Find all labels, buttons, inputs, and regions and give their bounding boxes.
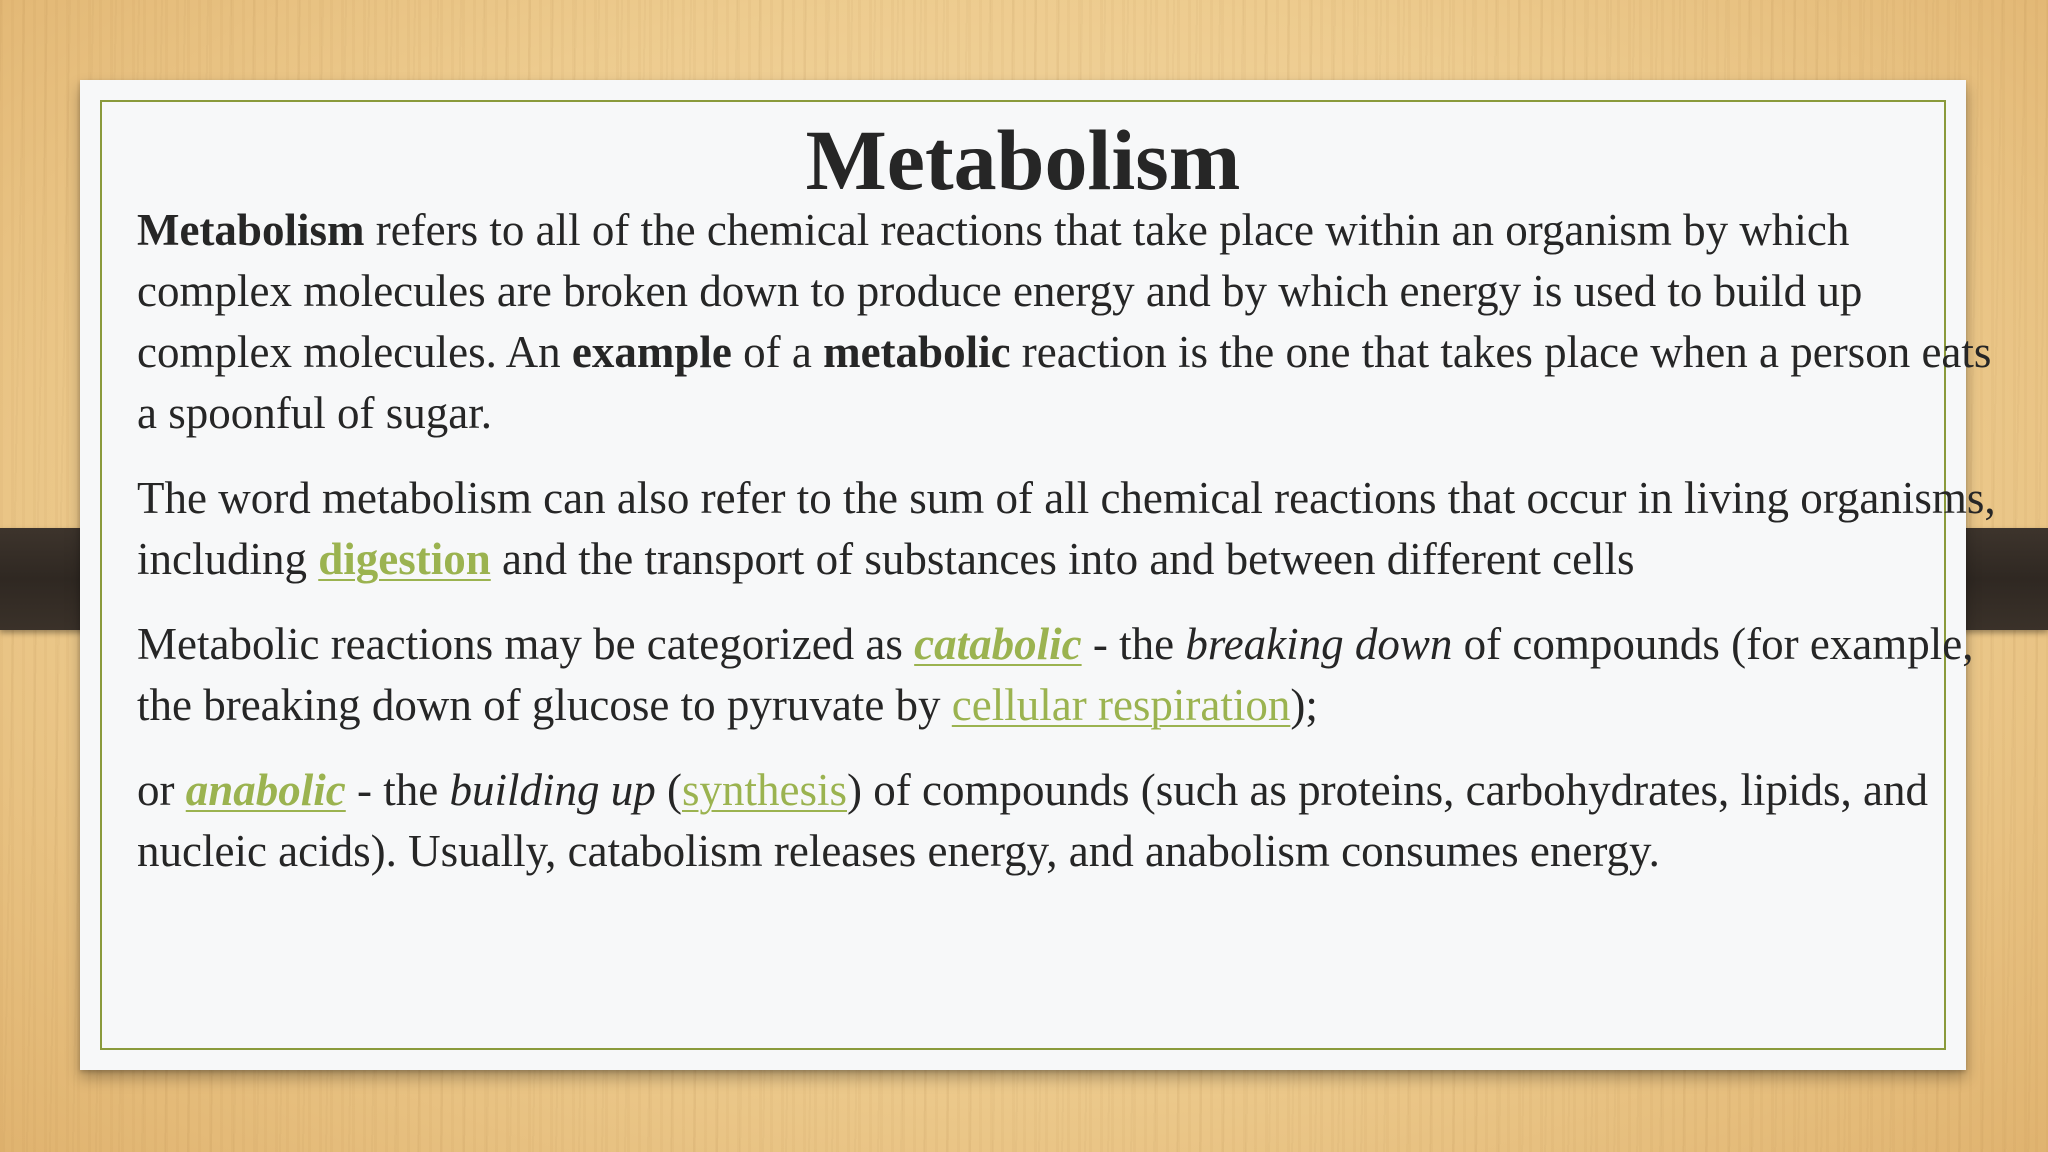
link-synthesis[interactable]: synthesis	[682, 765, 848, 815]
paragraph-text: and the transport of substances into and between different cells	[490, 534, 1635, 584]
paragraph-sum	[137, 468, 2007, 590]
paragraph-text: - the	[345, 765, 450, 815]
paragraph-text: Metabolic reactions may be categorized as	[137, 619, 915, 669]
paragraph-text: The word metabolism can also refer to the sum of all chemical reactions that occur in living organisms, including	[137, 473, 1996, 584]
paragraph-text: );	[1290, 680, 1318, 730]
slide-body	[137, 200, 2007, 906]
paragraph-text: or	[137, 765, 186, 815]
term-metabolic: metabolic	[823, 327, 1011, 377]
paragraph-text: of compounds (for example, the breaking down of glucose to pyruvate by	[137, 619, 1974, 730]
paragraph-text: - the	[1081, 619, 1186, 669]
paragraph-text: refers to all of the chemical reactions that take place within an organism by which complex molecules are broken down to produce energy and by which energy is used to build up complex molecules. An	[137, 205, 1863, 377]
slide-card	[80, 80, 1996, 1070]
paragraph-anabolic	[137, 760, 2007, 882]
slide-title: Metabolism	[805, 112, 1241, 208]
link-catabolic[interactable]: catabolic	[914, 619, 1082, 669]
term-example: example	[571, 327, 732, 377]
phrase-breaking-down: breaking down	[1185, 619, 1453, 669]
paragraph-definition	[137, 200, 2007, 444]
paragraph-text: of a	[731, 327, 824, 377]
paragraph-catabolic	[137, 614, 2007, 736]
paragraph-text: (	[655, 765, 682, 815]
link-anabolic[interactable]: anabolic	[185, 765, 346, 815]
term-metabolism: Metabolism	[137, 205, 365, 255]
link-cellular-respiration[interactable]: cellular respiration	[951, 680, 1291, 730]
paragraph-text: ) of compounds (such as proteins, carbohydrates, lipids, and nucleic acids). Usually, catabolism releases energy, and anabolism consumes energy.	[137, 765, 1929, 876]
phrase-building-up: building up	[449, 765, 656, 815]
link-digestion[interactable]: digestion	[318, 534, 491, 584]
paragraph-text: reaction is the one that takes place when a person eats a spoonful of sugar.	[137, 327, 1992, 438]
